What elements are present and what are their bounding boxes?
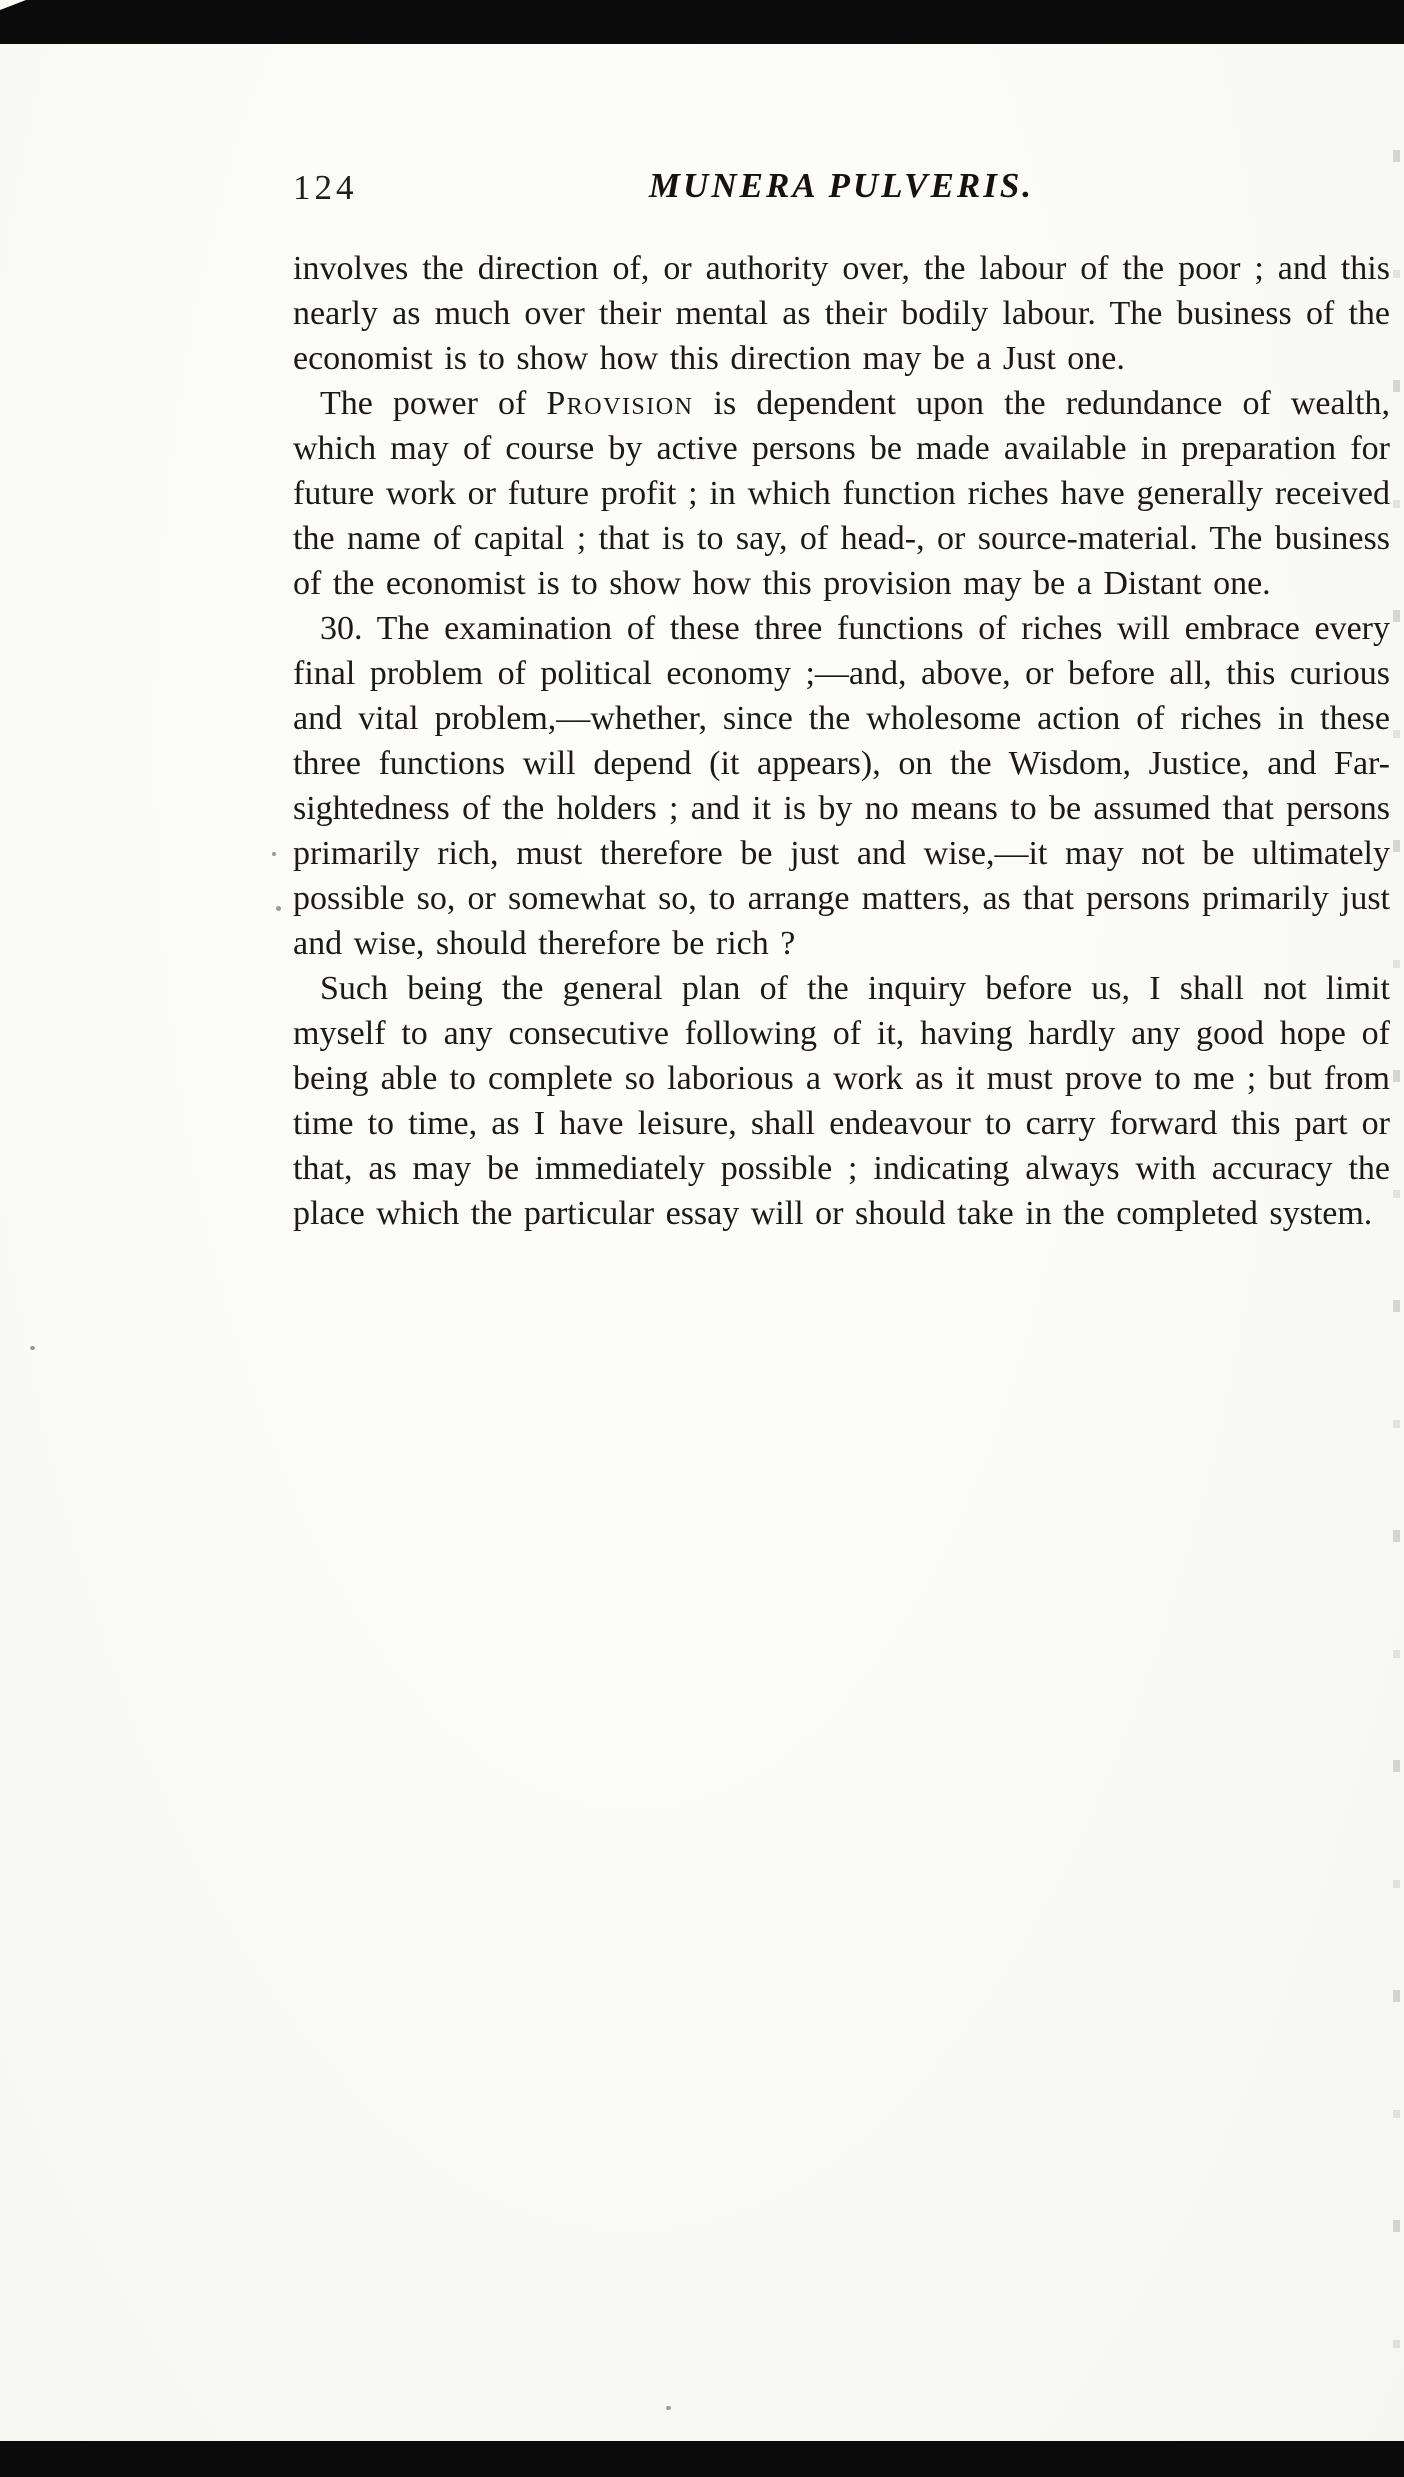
paragraph-closing: Such being the general plan of the inquiry before us, I shall not limit myself to any consecutive following of it, having hardly any good hope of being able to complete so laborious a work as it must prove to me ; but from time to time, as I have leisure, shall endeavour to carry forward this part or that, as may be immediately possible ; indicating always with accuracy the place which the particular essay will or should take in the completed system. (293, 970, 1390, 1232)
page-number: 124 (293, 168, 358, 207)
scan-artifacts-right-edge (1393, 150, 1400, 2407)
body-text (293, 246, 1390, 1236)
scan-edge-top (0, 0, 1404, 44)
scan-speck (30, 1346, 35, 1350)
scan-speck (276, 906, 281, 911)
smallcaps-provision: Provision (546, 385, 694, 422)
paragraph-provision (293, 381, 1390, 606)
running-title: MUNERA PULVERIS. (648, 166, 1035, 205)
scan-speck (666, 2406, 671, 2410)
paragraph-provision-rest: is dependent upon the redundance of wealth, which may of course by active persons be made available in preparation for future work or future profit ; in which function riches have generally received the name of capital ; that is to say, of head-, or source-material. The business of the economist is to show how this provision may be a Distant one. (293, 385, 1390, 602)
paragraph-section-30: 30. The examination of these three functions of riches will embrace every final problem of political economy ;—and, above, or before all, this curious and vital problem,—whether, since the wholesome action of riches in these three functions will depend (it appears), on the Wisdom, Justice, and Far-sightedness of the holders ; and it is by no means to be assumed that persons primarily rich, must therefore be just and wise,—it may not be ultimately possible so, or somewhat so, to arrange matters, as that persons primarily just and wise, should therefore be rich ? (293, 610, 1390, 962)
paragraph-continuation: involves the direction of, or authority over, the labour of the poor ; and this nearly as much over their mental as their bodily labour. The business of the economist is to show how this direction may be a Just one. (293, 250, 1390, 377)
scan-speck (272, 852, 276, 856)
paragraph-provision-start: The power of (320, 385, 547, 422)
scan-edge-bottom (0, 2441, 1404, 2477)
page-header (293, 166, 1390, 216)
